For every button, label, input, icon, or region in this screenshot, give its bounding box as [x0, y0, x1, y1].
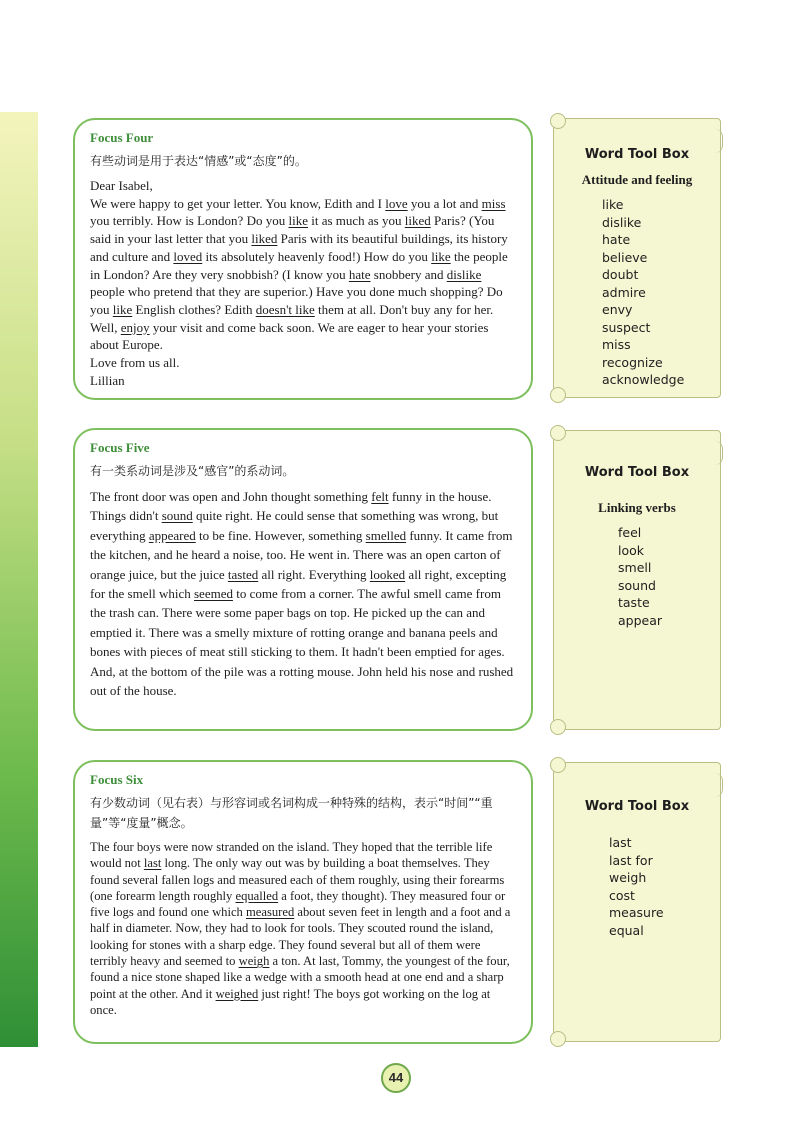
word-item: acknowledge: [602, 372, 685, 387]
underlined-verb: sound: [161, 508, 193, 524]
underlined-verb: looked: [369, 566, 406, 582]
word-tool-box-linking: [553, 430, 721, 730]
word-item: measure: [609, 905, 664, 920]
word-item: suspect: [602, 319, 651, 335]
word-item: envy: [602, 302, 633, 317]
word-item: last: [609, 835, 632, 850]
underlined-verb: dislike: [446, 266, 482, 282]
word-item: last for: [609, 852, 653, 868]
focus-four-box: [73, 118, 533, 400]
underlined-verb: last: [143, 856, 162, 871]
paragraph: Love from us all.: [90, 355, 180, 371]
focus-four-letter: [90, 177, 516, 389]
focus-six-box: [73, 760, 533, 1044]
underlined-verb: tasted: [227, 566, 259, 582]
word-item: admire: [602, 284, 646, 300]
paragraph: We were happy to get your letter. You know, Edith and I love you a lot and miss you terribly. How is London? Do you like it as much as you liked Paris? (You said in your last letter that you liked Paris with its beautiful buildings, its history and culture and loved its absolutely heavenly food!) How do you like the people in London? Are they very snobbish? (I know you hate snobbery and dislike people who pretend that they are superior.) Have you done much shopping? Do you like English clothes? Edith doesn't like them at all. Don't buy any for her. Well, enjoy your visit and come back soon. We are eager to hear your stories about Europe.: [90, 195, 508, 353]
focus-five-title: Focus Five: [90, 440, 150, 455]
focus-five-text: [90, 487, 516, 700]
tool-box-subtitle: Linking verbs: [598, 500, 676, 515]
underlined-verb: weigh: [238, 954, 270, 969]
focus-four-cn-note: 有些动词是用于表达“情感”或“态度”的。: [90, 154, 307, 168]
word-item: taste: [618, 595, 650, 610]
word-list: [609, 834, 720, 939]
paragraph: Lillian: [90, 372, 125, 388]
focus-five-cn-note: 有一类系动词是涉及“感官”的系动词。: [90, 464, 295, 478]
underlined-verb: loved: [173, 248, 203, 264]
underlined-verb: enjoy: [120, 319, 150, 335]
scroll-curl-decoration: [714, 129, 723, 153]
word-list: [602, 196, 720, 389]
focus-five-box: [73, 428, 533, 731]
word-tool-box-attitude: [553, 118, 721, 398]
focus-six-text: [90, 839, 516, 1018]
word-item: sound: [618, 577, 656, 593]
paragraph: The four boys were now stranded on the island. They hoped that the terrible life would not last long. The only way out was by building a boat themselves. They found several fallen logs and measured each of them roughly, using their forearms (one forearm length roughly equalled a foot, they thought). They measured four or five logs and found one which measured about seven feet in length and a foot and a half in diameter. Now, they had to look for tools. They scouted round the island, looking for stones with a sharp edge. They found several but all of them were terribly heavy and seemed to weigh a ton. At last, Tommy, the youngest of the four, found a nice stone shaped like a wedge with a smooth head at one end and a sharp point at the other. And it weighed just right! The boys got working on the log at once.: [90, 840, 511, 1017]
paragraph: The front door was open and John thought something felt funny in the house. Things didn't sound quite right. He could sense that something was wrong, but everything appeared to be fine. However, something smelled funny. It came from the kitchen, and he heard a noise, too. He went in. There was an open carton of orange juice, but the juice tasted all right. Everything looked all right, excepting for the smell which seemed to come from a corner. The awful smell came from the trash can. There were some paper bags on top. He picked up the can and emptied it. There was a smelly mixture of rotting orange and banana peels and bones with pieces of meat still sticking to them. It hadn't been emptied for ages. And, at the bottom of the pile was a rotting mouse. John held his nose and rushed out of the house.: [90, 489, 514, 699]
tool-box-title: Word Tool Box: [584, 799, 690, 814]
underlined-verb: appeared: [148, 527, 196, 543]
underlined-verb: weighed: [215, 986, 259, 1001]
word-item: equal: [609, 922, 644, 938]
word-item: doubt: [602, 267, 639, 282]
focus-four-title: Focus Four: [90, 130, 154, 145]
underlined-verb: miss: [481, 195, 506, 211]
underlined-verb: smelled: [365, 527, 407, 543]
underlined-verb: equalled: [235, 888, 279, 903]
decorative-side-strip: [0, 112, 38, 1047]
word-item: appear: [618, 612, 663, 628]
underlined-verb: seemed: [193, 586, 233, 602]
word-tool-box-measure: [553, 762, 721, 1042]
word-item: believe: [602, 249, 648, 265]
underlined-verb: hate: [348, 266, 371, 282]
scroll-curl-decoration: [714, 773, 723, 797]
tool-box-subtitle: Attitude and feeling: [581, 172, 693, 187]
underlined-verb: like: [288, 213, 308, 229]
word-item: smell: [618, 560, 652, 575]
page-number: 44: [381, 1063, 411, 1093]
word-item: recognize: [602, 354, 663, 370]
underlined-verb: measured: [246, 905, 295, 920]
word-item: feel: [618, 525, 642, 540]
word-item: miss: [602, 337, 631, 352]
word-item: look: [618, 542, 645, 558]
underlined-verb: like: [431, 248, 451, 264]
word-item: weigh: [609, 870, 647, 885]
underlined-verb: felt: [371, 489, 389, 504]
tool-box-title: Word Tool Box: [584, 147, 690, 162]
underlined-verb: liked: [251, 231, 278, 247]
scroll-curl-decoration: [714, 441, 723, 465]
underlined-verb: like: [112, 301, 133, 317]
word-item: like: [602, 197, 624, 212]
focus-six-cn-note: 有少数动词（见右表）与形容词或名词构成一种特殊的结构，表示“时间”“重量”等“度量”概念。: [90, 796, 493, 830]
underlined-verb: liked: [404, 213, 431, 229]
word-item: cost: [609, 887, 635, 903]
focus-six-title: Focus Six: [90, 772, 144, 787]
paragraph: Dear Isabel,: [90, 178, 153, 193]
word-list: [618, 524, 720, 629]
tool-box-title: Word Tool Box: [584, 465, 690, 480]
underlined-verb: love: [385, 195, 408, 211]
underlined-verb: doesn't like: [255, 301, 315, 317]
word-item: dislike: [602, 214, 642, 230]
word-item: hate: [602, 232, 631, 247]
